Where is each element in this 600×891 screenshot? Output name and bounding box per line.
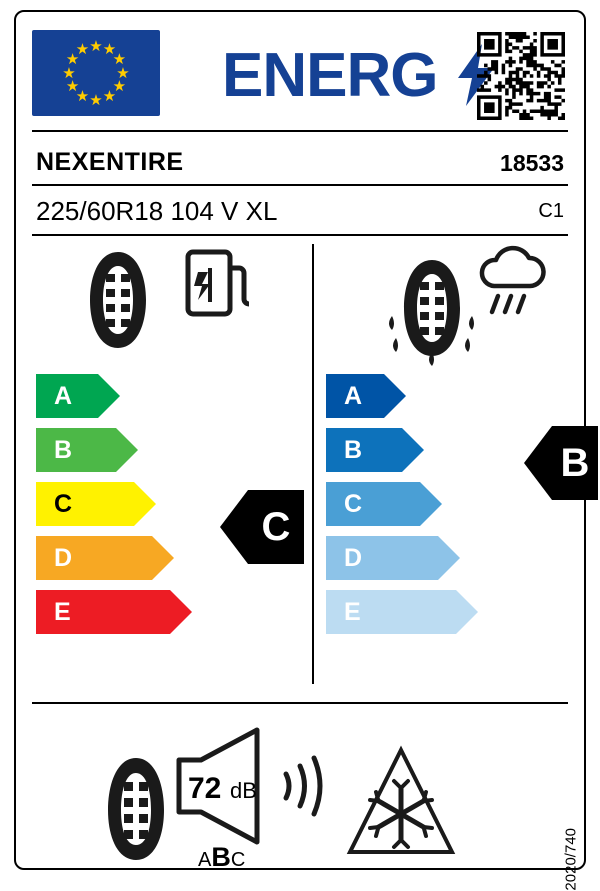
grade-arrow — [116, 428, 138, 472]
divider-4 — [32, 702, 568, 704]
fuel-grade-letter: C — [248, 490, 304, 564]
page-title: ENERG — [222, 41, 438, 110]
divider-2 — [32, 184, 568, 186]
wet-grade-c — [326, 482, 526, 526]
column-separator — [312, 244, 314, 684]
grade-arrow — [152, 536, 174, 580]
fuel-grade-c — [36, 482, 236, 526]
divider-1 — [32, 130, 568, 132]
grade-arrow — [134, 482, 156, 526]
wet-grade-d — [326, 536, 526, 580]
grade-bar — [326, 536, 438, 580]
grade-letter: B — [344, 436, 363, 464]
grade-arrow — [384, 374, 406, 418]
wet-grade-e — [326, 590, 526, 634]
noise-class-c: C — [230, 849, 246, 871]
fuel-grade-a — [36, 374, 236, 418]
supplier-name: NEXENTIRE — [36, 148, 184, 176]
eu-star-icon: ★ — [89, 37, 103, 55]
eu-star-icon: ★ — [65, 78, 80, 95]
grade-arrow — [98, 374, 120, 418]
tyre-icon — [86, 244, 186, 354]
wet-grade-a — [326, 374, 526, 418]
noise-class-b: B — [211, 842, 231, 872]
eu-star-icon: ★ — [75, 87, 90, 105]
grade-arrow — [438, 536, 460, 580]
label-header — [16, 12, 584, 130]
tyre-class: C1 — [538, 200, 564, 222]
eu-star-icon: ★ — [102, 87, 117, 105]
tyre-size-designation: 225/60R18 104 V XL — [36, 196, 278, 226]
tyre-wet-icon — [386, 252, 490, 364]
rain-cloud-icon — [478, 246, 544, 322]
noise-unit: dB — [230, 778, 257, 803]
divider-3 — [32, 234, 568, 236]
qr-code-icon — [476, 32, 566, 120]
sound-waves-icon — [280, 752, 330, 820]
eu-star-icon: ★ — [112, 51, 127, 68]
grade-letter: E — [54, 598, 71, 626]
fuel-grade-e — [36, 590, 236, 634]
eu-star-icon: ★ — [65, 51, 80, 68]
wet-grip-scale — [326, 374, 526, 644]
grade-letter: D — [344, 544, 363, 572]
grade-arrow — [456, 590, 478, 634]
grade-letter: A — [54, 382, 73, 410]
grade-letter: B — [54, 436, 73, 464]
noise-value: 72 — [188, 772, 222, 805]
wet-grade-b — [326, 428, 526, 472]
grade-arrow — [170, 590, 192, 634]
three-peak-mountain-snowflake-icon — [346, 746, 456, 860]
grade-letter: C — [54, 490, 73, 518]
noise-class-a: A — [198, 849, 212, 871]
eu-star-icon: ★ — [112, 78, 127, 95]
fuel-grade-d — [36, 536, 236, 580]
wet-grade-letter: B — [552, 426, 598, 500]
eu-star-icon: ★ — [62, 64, 76, 82]
tyre-model-identifier: 18533 — [500, 150, 564, 176]
grade-letter: C — [344, 490, 363, 518]
grade-letter: D — [54, 544, 73, 572]
eu-flag-icon — [32, 30, 160, 116]
fuel-efficiency-scale — [36, 374, 236, 644]
badge-arrow — [524, 426, 552, 500]
grade-letter: E — [344, 598, 361, 626]
noise-class-scale — [198, 842, 245, 873]
grade-bar — [326, 482, 420, 526]
energy-label-card — [14, 10, 590, 891]
regulation-code: 2020/740 — [563, 828, 580, 891]
fuel-grade-b — [36, 428, 236, 472]
grade-bar — [36, 428, 116, 472]
badge-arrow — [220, 490, 248, 564]
grade-arrow — [420, 482, 442, 526]
eu-star-icon: ★ — [75, 41, 90, 59]
fuel-pump-icon — [184, 248, 252, 320]
grade-arrow — [402, 428, 424, 472]
grade-letter: A — [344, 382, 363, 410]
eu-star-icon: ★ — [89, 91, 103, 109]
eu-star-icon: ★ — [116, 64, 130, 82]
grade-bar — [326, 428, 402, 472]
grade-bar — [36, 482, 134, 526]
eu-star-icon: ★ — [102, 41, 117, 59]
